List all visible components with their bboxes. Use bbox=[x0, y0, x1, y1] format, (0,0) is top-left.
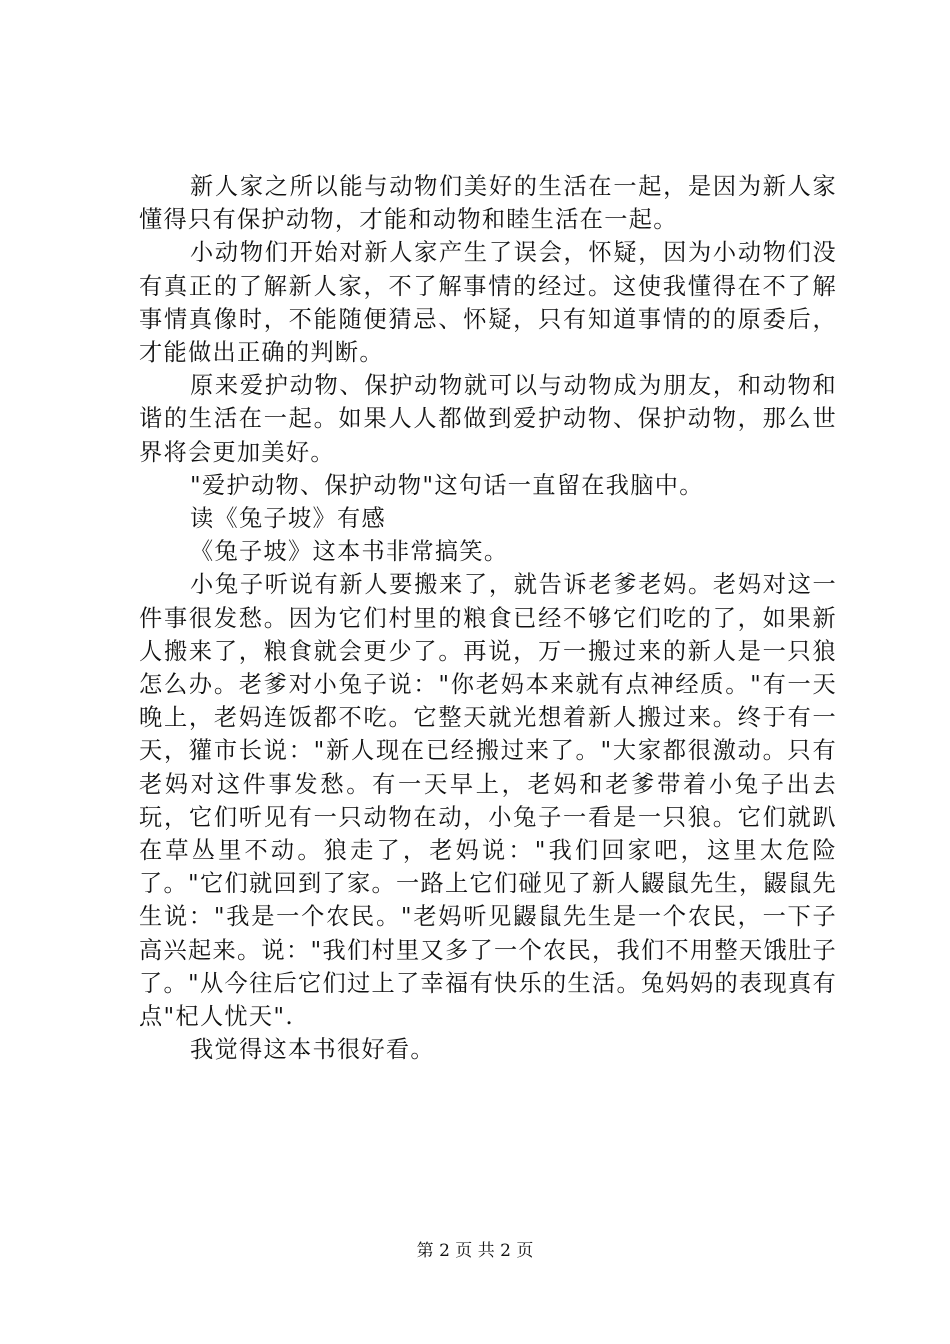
paragraph-1: 新人家之所以能与动物们美好的生活在一起，是因为新人家懂得只有保护动物，才能和动物和睦生活在一起。 bbox=[139, 173, 837, 234]
paragraph-3: 原来爱护动物、保护动物就可以与动物成为朋友，和动物和谐的生活在一起。如果人人都做到爱护动物、保护动物，那么世界将会更加美好。 bbox=[139, 372, 837, 466]
document-body bbox=[139, 170, 837, 1066]
paragraph-2: 小动物们开始对新人家产生了误会，怀疑，因为小动物们没有真正的了解新人家，不了解事情的经过。这使我懂得在不了解事情真像时，不能随便猜忌、怀疑，只有知道事情的的原委后，才能做出正确的判断。 bbox=[139, 239, 837, 367]
paragraph-4: "爱护动物、保护动物"这句话一直留在我脑中。 bbox=[190, 471, 704, 499]
section-title: 读《兔子坡》有感 bbox=[190, 505, 386, 533]
page-number-label: 第 2 页 共 2 页 bbox=[416, 1241, 534, 1261]
page-footer bbox=[0, 1240, 950, 1262]
paragraph-8: 我觉得这本书很好看。 bbox=[190, 1036, 435, 1064]
paragraph-6: 《兔子坡》这本书非常搞笑。 bbox=[190, 538, 509, 566]
paragraph-7: 小兔子听说有新人要搬来了，就告诉老爹老妈。老妈对这一件事很发愁。因为它们村里的粮食已经不够它们吃的了，如果新人搬来了，粮食就会更少了。再说，万一搬过来的新人是一只狼怎么办。老爹对小兔子说："你老妈本来就有点神经质。"有一天晚上，老妈连饭都不吃。它整天就光想着新人搬过来。终于有一天，獾市长说："新人现在已经搬过来了。"大家都很激动。只有老妈对这件事发愁。有一天早上，老妈和老爹带着小兔子出去玩，它们听见有一只动物在动，小兔子一看是一只狼。它们就趴在草丛里不动。狼走了，老妈说："我们回家吧，这里太危险了。"它们就回到了家。一路上它们碰见了新人鼹鼠先生，鼹鼠先生说："我是一个农民。"老妈听见鼹鼠先生是一个农民，一下子高兴起来。说："我们村里又多了一个农民，我们不用整天饿肚子了。"从今往后它们过上了幸福有快乐的生活。兔妈妈的表现真有点"杞人忧天". bbox=[139, 571, 837, 1031]
